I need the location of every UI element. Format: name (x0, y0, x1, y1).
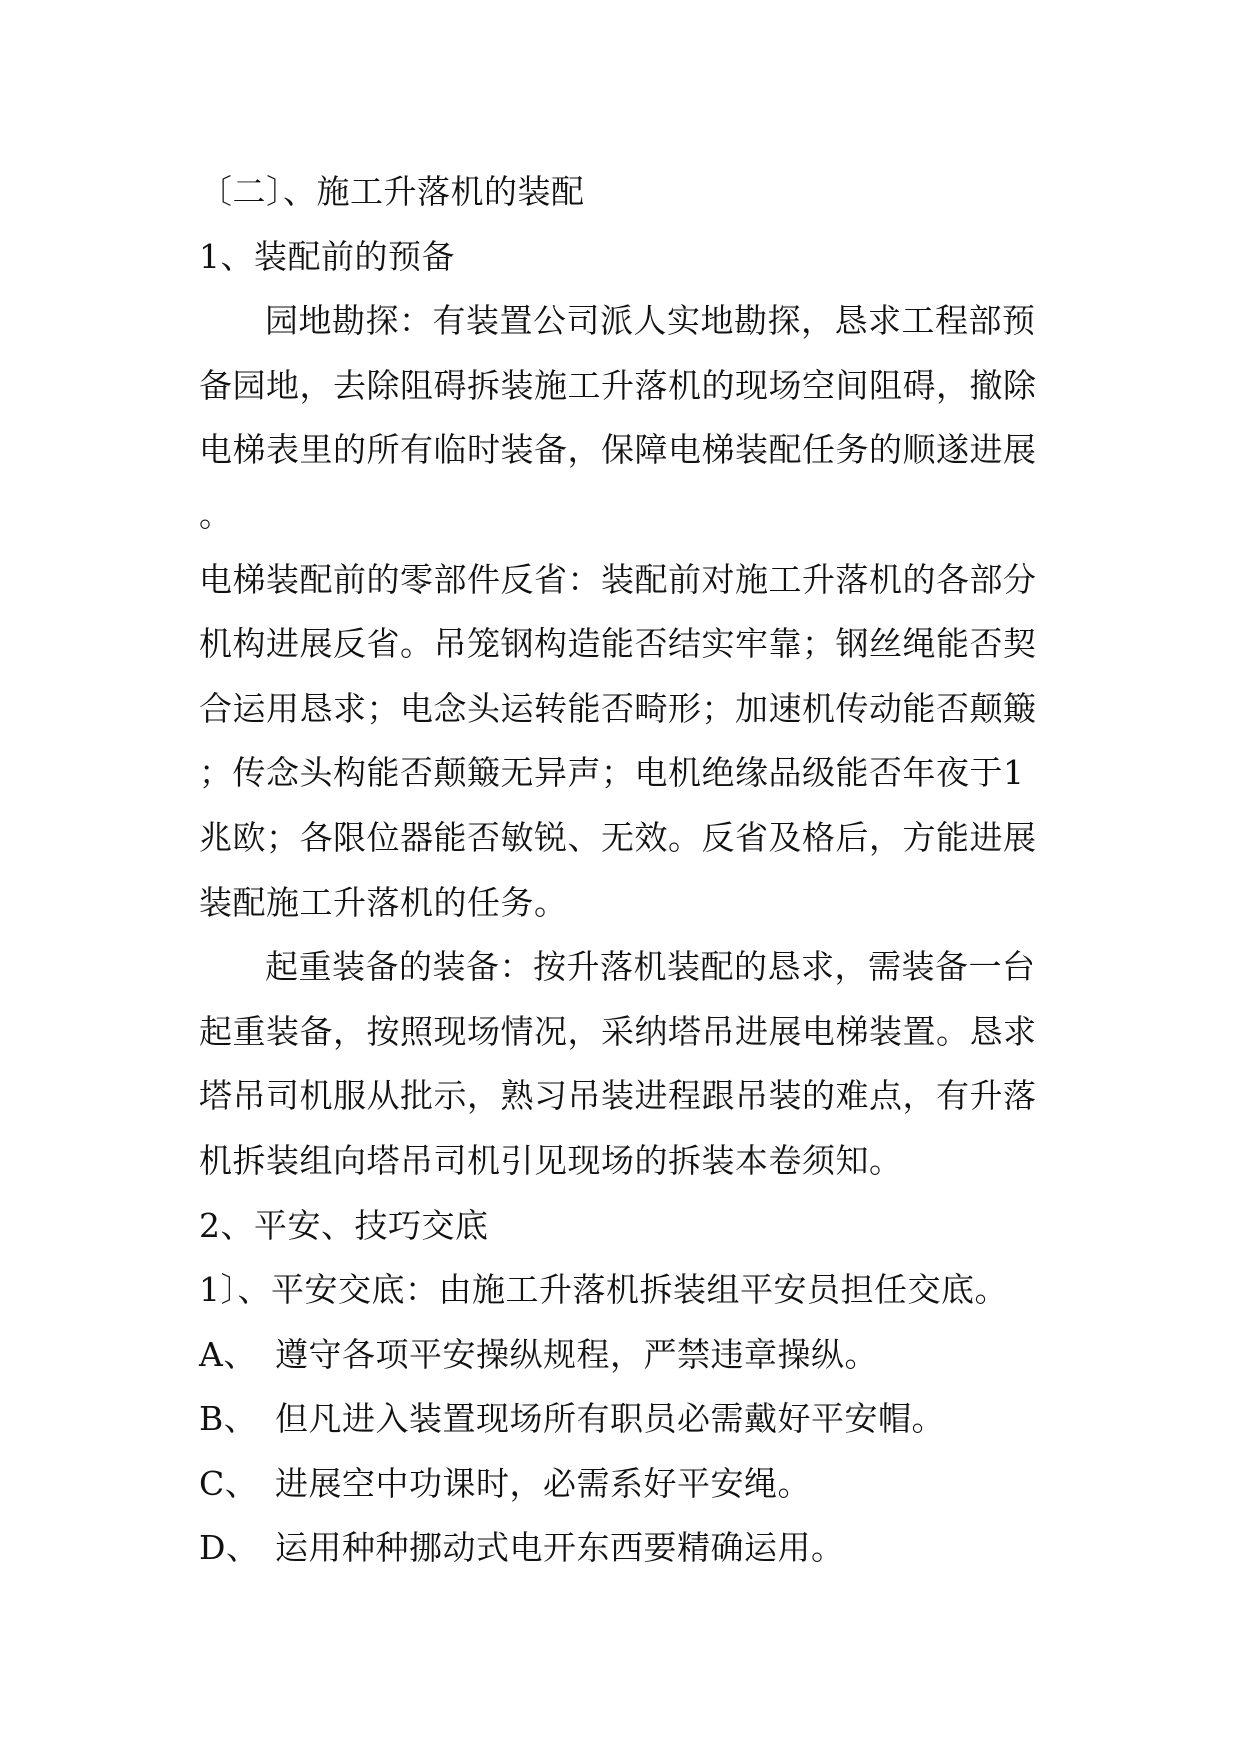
list-marker: B、 (199, 1399, 258, 1439)
safety-briefing-heading: 1〕、平安交底：由施工升落机拆装组平安员担任交底。 (199, 1270, 1008, 1310)
safety-list (199, 1323, 1039, 1581)
paragraph-line: 电梯装配前的零部件反省：装配前对施工升落机的各部分 (199, 559, 1037, 599)
list-marker: D、 (199, 1528, 260, 1568)
paragraph-line: 起重装备的装备：按升落机装配的恳求，需装备一台 (265, 947, 1036, 987)
paragraph-line: 合运用恳求；电念头运转能否畸形；加速机传动能否颠簸 (199, 688, 1037, 728)
paragraph-line: 兆欧；各限位器能否敏锐、无效。反省及格后，方能进展 (199, 817, 1037, 857)
paragraph-line: 装配施工升落机的任务。 (199, 882, 568, 922)
list-item-text: 但凡进入装置现场所有职员必需戴好平安帽。 (275, 1399, 945, 1439)
paragraph-line: 机构进展反省。吊笼钢构造能否结实牢靠；钢丝绳能否契 (199, 624, 1037, 664)
document-body (199, 160, 1039, 1581)
paragraph-line: 塔吊司机服从批示，熟习吊装进程跟吊装的难点，有升落 (199, 1076, 1037, 1116)
subheading-preparation: 1、装配前的预备 (199, 236, 455, 276)
paragraph-line: 备园地，去除阻碍拆装施工升落机的现场空间阻碍，撤除 (199, 365, 1037, 405)
list-item-text: 遵守各项平安操纵规程，严禁违章操纵。 (275, 1334, 878, 1374)
paragraph-line: 园地勘探：有装置公司派人实地勘探，恳求工程部预 (265, 301, 1036, 341)
subheading-safety-technical: 2、平安、技巧交底 (199, 1205, 489, 1245)
list-item-text: 运用种种挪动式电开东西要精确运用。 (275, 1528, 845, 1568)
paragraph-parts-check (199, 548, 1039, 936)
list-marker: C、 (199, 1463, 259, 1503)
paragraph-line: 机拆装组向塔吊司机引见现场的拆装本卷须知。 (199, 1140, 903, 1180)
list-item (199, 1387, 1039, 1452)
list-marker: A、 (199, 1334, 257, 1374)
paragraph-line: 。 (199, 494, 233, 534)
list-item (199, 1452, 1039, 1517)
section-heading: 〔二〕、施工升落机的装配 (199, 172, 585, 211)
list-item (199, 1516, 1039, 1581)
paragraph-line: ；传念头构能否颠簸无异声；电机绝缘品级能否年夜于1 (199, 753, 1025, 793)
paragraph-line: 电梯表里的所有临时装备，保障电梯装配任务的顺遂进展 (199, 430, 1037, 470)
list-item (199, 1323, 1039, 1388)
paragraph-lifting-equipment (199, 935, 1039, 1193)
paragraph-site-survey (199, 289, 1039, 547)
list-item-text: 进展空中功课时，必需系好平安绳。 (275, 1463, 811, 1503)
paragraph-line: 起重装备，按照现场情况，采纳塔吊进展电梯装置。恳求 (199, 1011, 1037, 1051)
